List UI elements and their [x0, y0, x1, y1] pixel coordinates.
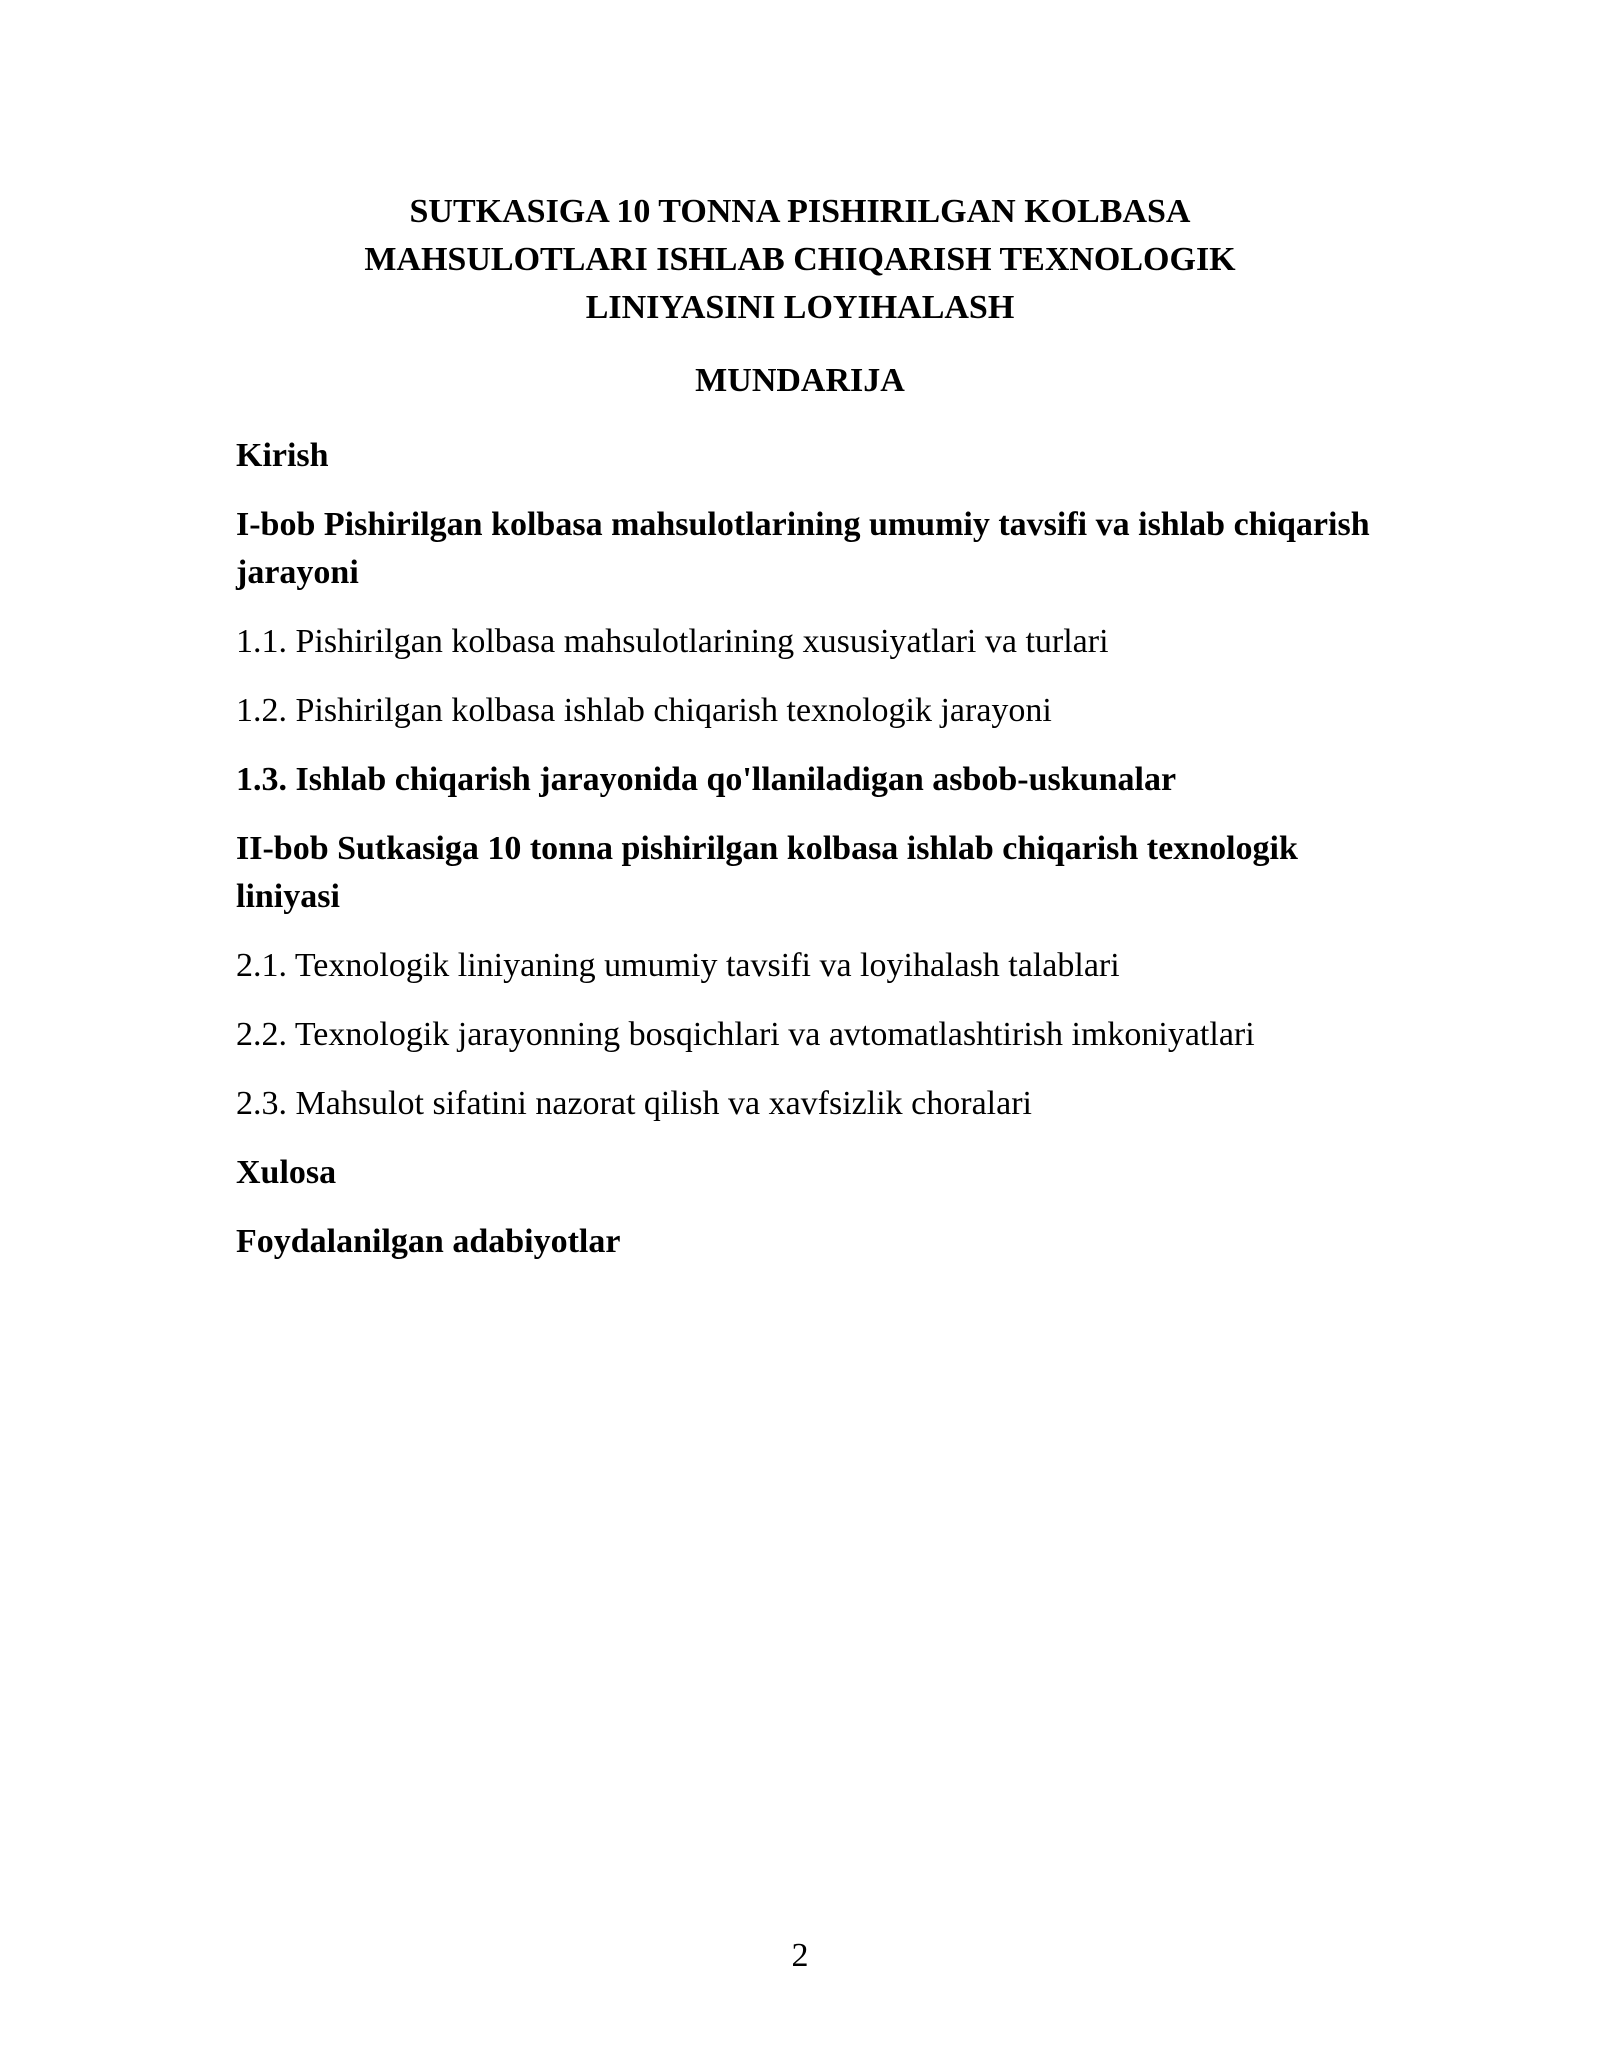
toc-item-section-1-3: 1.3. Ishlab chiqarish jarayonida qo'llaniladigan asbob-uskunalar [236, 761, 1177, 798]
toc-item-references: Foydalanilgan adabiyotlar [236, 1223, 621, 1260]
page-number: 2 [791, 1937, 809, 1974]
document-title [200, 188, 1400, 332]
toc-item-section-1-2: 1.2. Pishirilgan kolbasa ishlab chiqarish texnologik jarayoni [236, 692, 1052, 729]
toc-item-section-2-1: 2.1. Texnologik liniyaning umumiy tavsifi va loyihalash talablari [236, 947, 1120, 984]
toc-item-chapter-1: I-bob Pishirilgan kolbasa mahsulotlarining umumiy tavsifi va ishlab chiqarish jarayoni [236, 506, 1370, 591]
title-line-1: SUTKASIGA 10 TONNA PISHIRILGAN KOLBASA [409, 193, 1191, 230]
title-line-3: LINIYASINI LOYIHALASH [585, 289, 1015, 326]
toc-item-introduction: Kirish [236, 437, 329, 474]
contents-heading: MUNDARIJA [695, 362, 905, 399]
toc-item-chapter-2: II-bob Sutkasiga 10 tonna pishirilgan kolbasa ishlab chiqarish texnologik liniyasi [236, 830, 1298, 915]
table-of-contents [236, 432, 1396, 1287]
toc-item-section-2-3: 2.3. Mahsulot sifatini nazorat qilish va xavfsizlik choralari [236, 1085, 1032, 1122]
toc-item-section-1-1: 1.1. Pishirilgan kolbasa mahsulotlarining xususiyatlari va turlari [236, 623, 1109, 660]
title-line-2: MAHSULOTLARI ISHLAB CHIQARISH TEXNOLOGIK [364, 241, 1236, 278]
toc-item-conclusion: Xulosa [236, 1154, 337, 1191]
toc-item-section-2-2: 2.2. Texnologik jarayonning bosqichlari va avtomatlashtirish imkoniyatlari [236, 1016, 1255, 1053]
